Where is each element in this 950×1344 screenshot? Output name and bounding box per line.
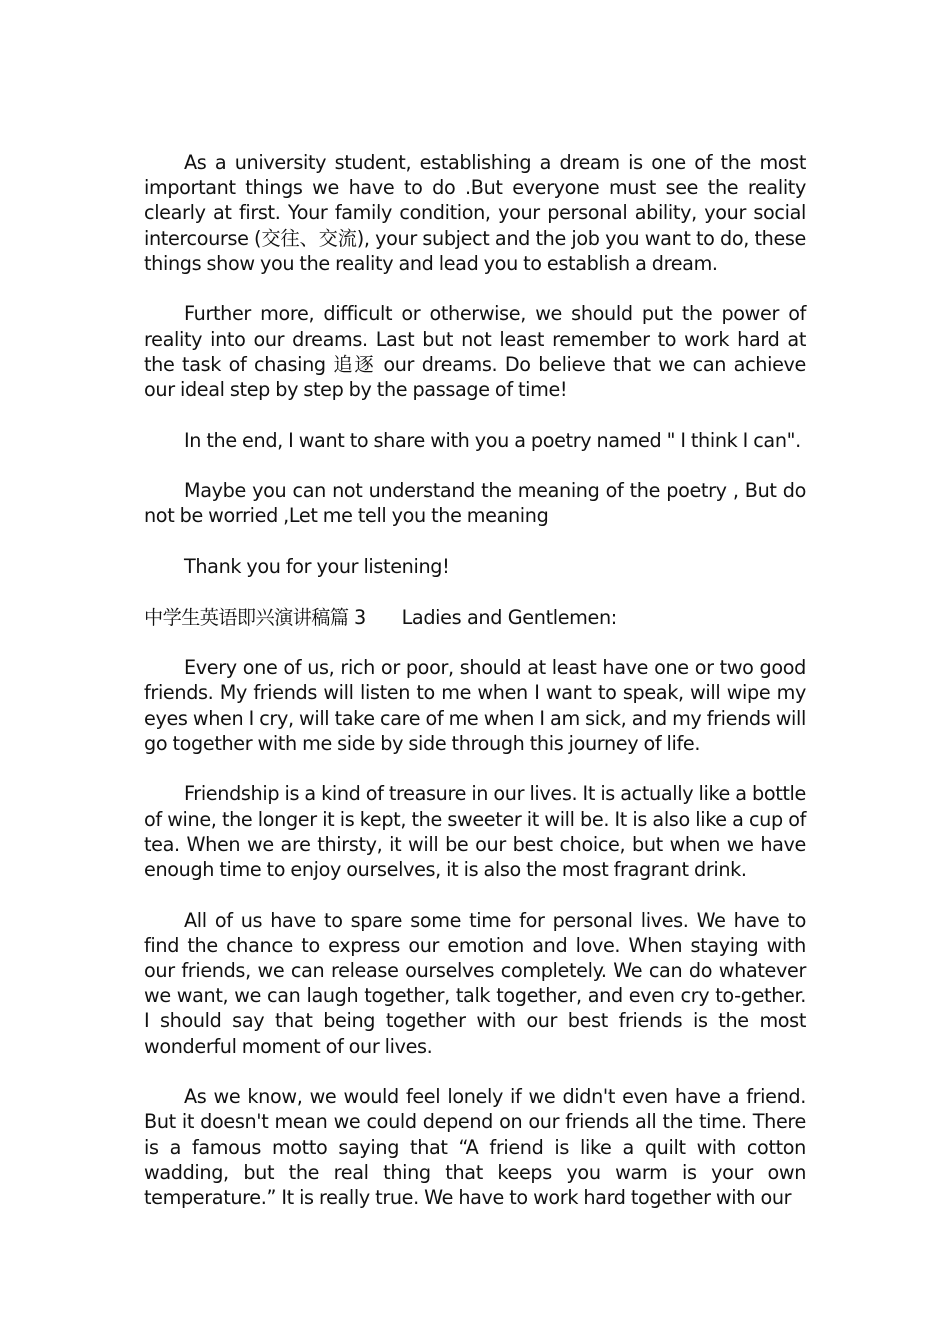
paragraph-dream: As a university student, establishing a dream is one of the most important things we have to do .But everyone must see the reality clearly at first. Your family condition, your personal ability, your social intercourse (交往、交流), your subject and the job you want to do, these things show you the reality and lead you to establish a dream. [144,151,806,275]
paragraph-reality: Further more, difficult or otherwise, we should put the power of reality into our dreams. Last but not least remember to work hard at the task of chasing 追逐 our dreams. Do believe that we can achieve our ideal step by step by the passage of time! [144,302,806,402]
document-page [144,150,806,1236]
paragraph-meaning: Maybe you can not understand the meaning of the poetry , But do not be worried ,Let me tell you the meaning [144,479,806,528]
salutation: Ladies and Gentlemen: [401,605,617,629]
section-title: 中学生英语即兴演讲稿篇 3 [144,605,366,629]
paragraph-personal-lives: All of us have to spare some time for personal lives. We have to find the chance to express our emotion and love. When staying with our friends, we can release ourselves completely. We can do whatever we want, we can laugh together, talk together, and even cry to-gether. I should say that being together with our best friends is the most wonderful moment of our lives. [144,908,806,1058]
paragraph-thanks: Thank you for your listening! [184,555,450,578]
paragraph-treasure: Friendship is a kind of treasure in our lives. It is actually like a bottle of wine, the longer it is kept, the sweeter it will be. It is also like a cup of tea. When we are thirsty, it will be our best choice, but when we have enough time to enjoy ourselves, it is also the most fragrant drink. [144,782,806,881]
paragraph-friends: Every one of us, rich or poor, should at least have one or two good friends. My friends will listen to me when I want to speak, will wipe my eyes when I cry, will take care of me when I am sick, and my friends will go together with me side by side through this journey of life. [144,656,806,755]
section-heading [144,605,806,630]
paragraph-lonely: As we know, we would feel lonely if we didn't even have a friend. But it doesn't mean we could depend on our friends all the time. There is a famous motto saying that “A friend is like a quilt with cotton wadding, but the real thing that keeps you warm is your own temperature.” It is really true. We have to work hard together with our [144,1085,806,1210]
paragraph-poetry: In the end, I want to share with you a poetry named " I think I can". [184,428,801,452]
